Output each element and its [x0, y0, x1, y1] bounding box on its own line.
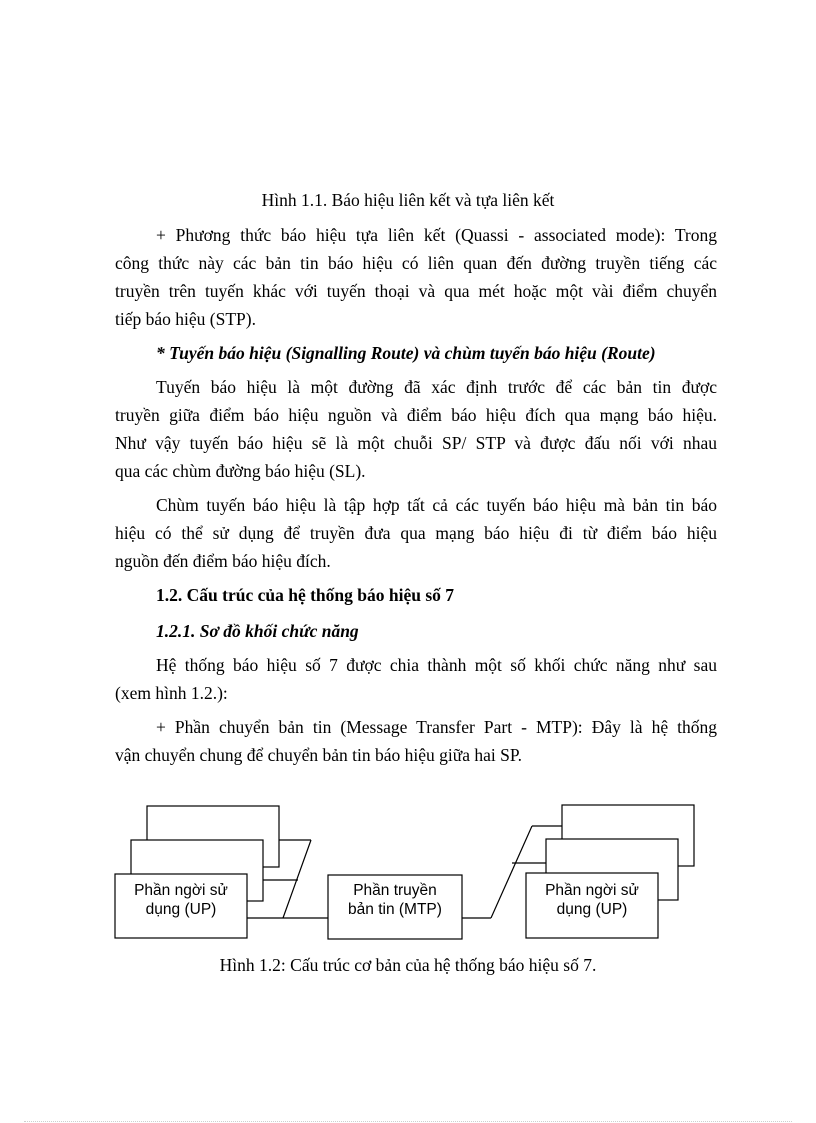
text-line: + Phần chuyển bản tin (Message Transfer Part - MTP): Đây là hệ thống [156, 717, 717, 737]
text-line: hiệu có thể sử dụng để truyền đưa qua mạng báo hiệu đi từ điểm báo hiệu [115, 523, 717, 543]
text-line: Hệ thống báo hiệu số 7 được chia thành một số khối chức năng như sau [156, 655, 717, 675]
text-line: + Phương thức báo hiệu tựa liên kết (Quassi - associated mode): Trong [156, 225, 717, 245]
page-bottom-divider [24, 1121, 792, 1122]
text-line: Tuyến báo hiệu là một đường đã xác định trước để các bản tin được [156, 377, 717, 397]
left-box-label-line1: Phần ngời sử [134, 882, 228, 899]
text-line: truyền trên tuyến khác với tuyến thoại và qua mét hoặc một vài điểm chuyển [115, 281, 717, 301]
text-line: Chùm tuyến báo hiệu là tập hợp tất cả các tuyến báo hiệu mà bản tin báo [156, 495, 717, 515]
text-line: nguồn đến điểm báo hiệu đích. [115, 551, 331, 571]
connector-line [283, 840, 311, 918]
right-box-label-line2: dụng (UP) [556, 901, 628, 918]
left-box-label-line2: dụng (UP) [145, 901, 217, 918]
right-box-label-line1: Phần ngời sử [545, 882, 639, 899]
text-line: vận chuyển chung để chuyển bản tin báo hiệu giữa hai SP. [115, 745, 523, 765]
heading-1-2-1: 1.2.1. Sơ đồ khối chức năng [156, 621, 359, 641]
center-box-label-line1: Phần truyền [353, 882, 437, 899]
text-line: truyền giữa điểm báo hiệu nguồn và điểm báo hiệu đích qua mạng báo hiệu. [115, 405, 717, 425]
text-line: Như vậy tuyến báo hiệu sẽ là một chuỗi SP/ STP và được đấu nối với nhau [115, 433, 717, 453]
heading-signalling-route: * Tuyến báo hiệu (Signalling Route) và chùm tuyến báo hiệu (Route) [156, 343, 656, 363]
figure-1-2-caption: Hình 1.2: Cấu trúc cơ bản của hệ thống báo hiệu số 7. [219, 955, 597, 975]
text-line: (xem hình 1.2.): [115, 683, 228, 703]
heading-1-2: 1.2. Cấu trúc của hệ thống báo hiệu số 7 [156, 585, 455, 605]
text-line: công thức này các bản tin báo hiệu có liên quan đến đường truyền tiếng các [115, 253, 717, 273]
text-line: qua các chùm đường báo hiệu (SL). [115, 461, 366, 481]
figure-1-1-caption: Hình 1.1. Báo hiệu liên kết và tựa liên kết [261, 190, 555, 210]
text-line: tiếp báo hiệu (STP). [115, 309, 256, 329]
center-box-label-line2: bản tin (MTP) [348, 901, 442, 918]
